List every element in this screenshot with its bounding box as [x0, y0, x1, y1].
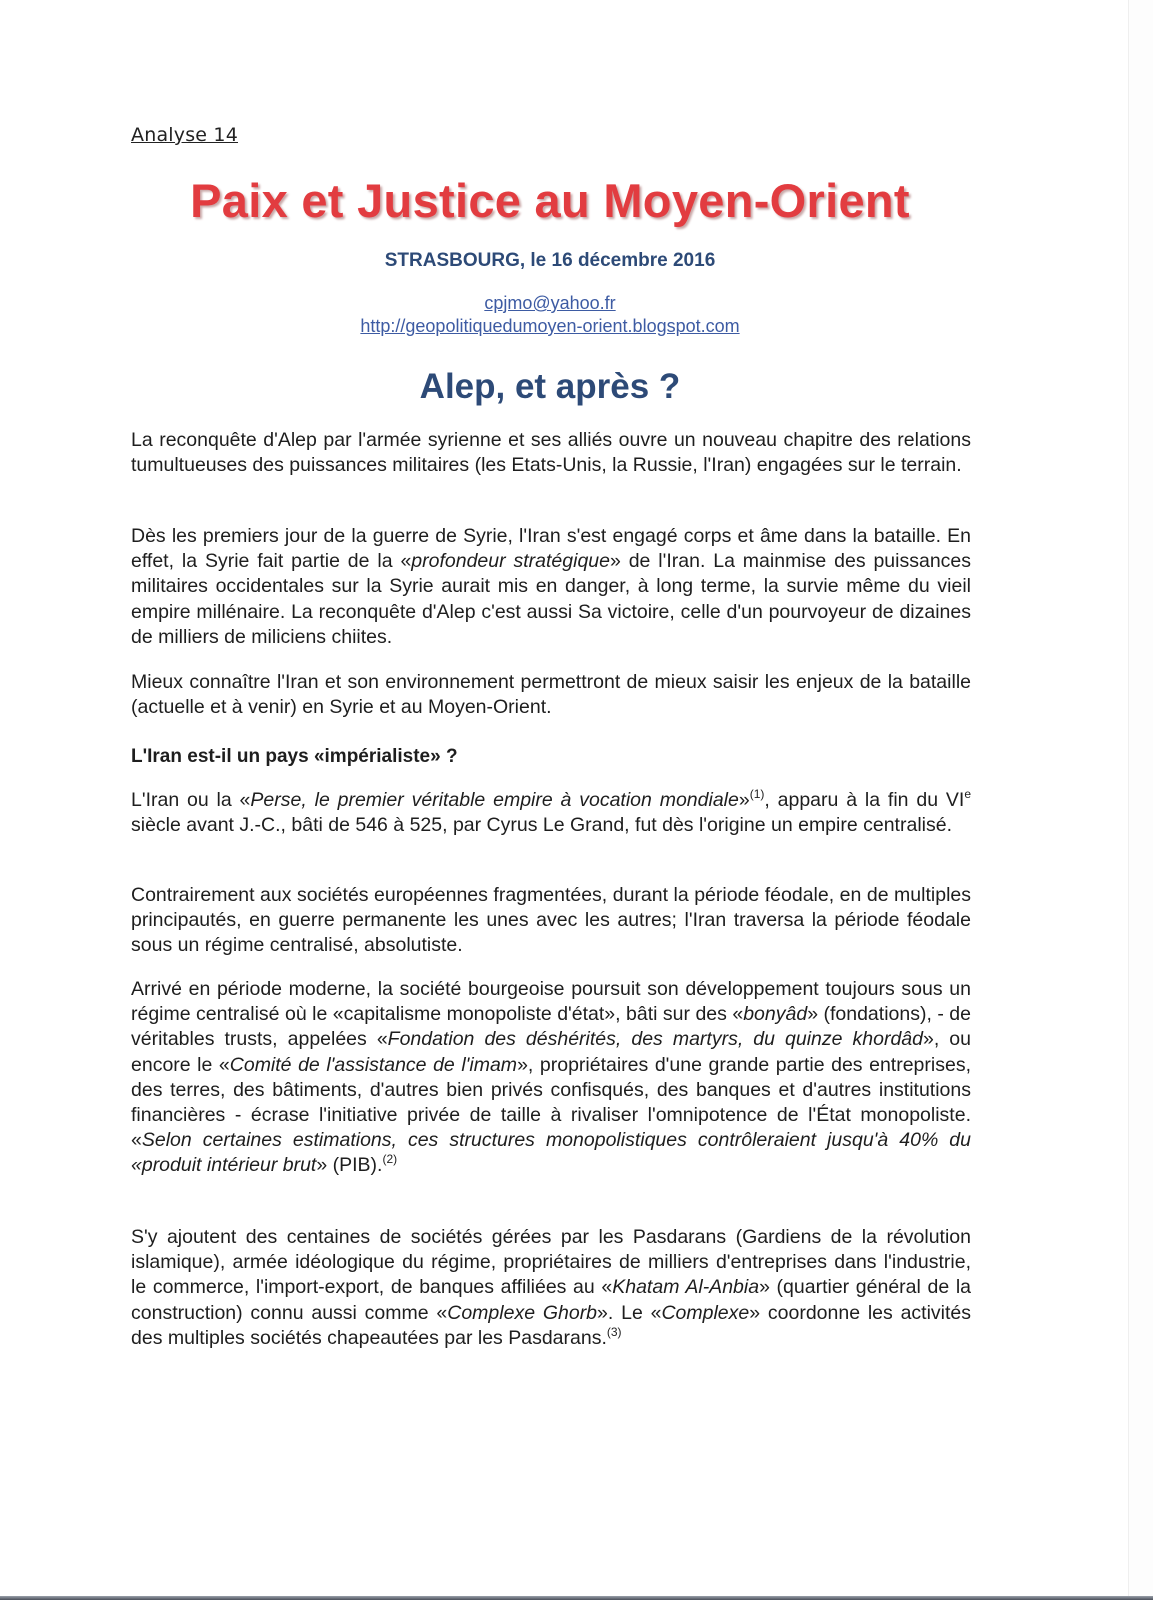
paragraph-1 [131, 428, 971, 478]
text-run: » (PIB). [316, 1154, 383, 1177]
paragraph-5 [131, 883, 971, 959]
text-run: L'Iran ou la « [131, 789, 251, 811]
section-subheading: L'Iran est-il un pays «impérialiste» ? [131, 746, 458, 767]
text-run: Contrairement aux sociétés européennes fragmentées, durant la période féodale, en de multiples principautés, en guerre permanente les unes avec les autres; l'Iran traversa la période féodale sous un régime centralisé, absolutiste. [131, 884, 971, 957]
footnote-ref: e [964, 787, 971, 801]
dateline: STRASBOURG, le 16 décembre 2016 [384, 250, 716, 271]
article-headline: Alep, et après ? [419, 367, 681, 406]
document-title: Paix et Justice au Moyen-Orient [190, 174, 910, 227]
italic-text: Complexe [661, 1301, 750, 1324]
text-run: » [738, 789, 750, 811]
italic-text: Comité de l'assistance de l'imam [229, 1053, 518, 1076]
italic-text: Fondation des déshérités, des martyrs, du quinze khordâd [387, 1028, 923, 1051]
italic-text: Complexe Ghorb [447, 1301, 598, 1324]
blog-url-link[interactable]: http://geopolitiquedumoyen-orient.blogspot.com [360, 316, 740, 336]
text-run: Arrivé en période moderne, la société bourgeoise poursuit son développement toujours sous un régime centralisé où le «capitalisme monopoliste d'état», bâti sur des « [131, 978, 971, 1026]
italic-text: bonyâd [743, 1003, 808, 1026]
text-run: », ou encore le « [131, 1028, 971, 1076]
scan-page-edge [1128, 0, 1153, 1596]
italic-text: Selon certaines estimations, ces structures monopolistiques contrôleraient jusqu'à 40% du «produit intérieur brut [131, 1129, 971, 1177]
text-run: ». Le « [597, 1301, 662, 1324]
text-run: Mieux connaître l'Iran et son environnement permettront de mieux saisir les enjeux de la bataille (actuelle et à venir) en Syrie et au Moyen-Orient. [131, 671, 971, 719]
scan-bottom-edge [0, 1596, 1153, 1600]
paragraph-2 [131, 524, 971, 650]
paragraph-4 [131, 788, 971, 838]
italic-text: Khatam Al-Anbia [612, 1276, 760, 1299]
paragraph-6 [131, 977, 971, 1179]
text-run: » (quartier général de la construction) connu aussi comme « [131, 1276, 971, 1324]
text-run: » de l'Iran. La mainmise des puissances militaires occidentales sur la Syrie aurait mis en danger, à long terme, la survie même du vieil empire millénaire. La reconquête d'Alep c'est aussi Sa victoire, celle d'un pourvoyeur de dizaines de milliers de miliciens chiites. [131, 550, 972, 648]
text-run: La reconquête d'Alep par l'armée syrienne et ses alliés ouvre un nouveau chapitre des relations tumultueuses des puissances militaires (les Etats-Unis, la Russie, l'Iran) engagées sur le terrain. [131, 429, 971, 477]
text-run: » (fondations), - de véritables trusts, appelées « [131, 1003, 971, 1051]
paragraph-3 [131, 670, 971, 720]
email-link[interactable]: cpjmo@yahoo.fr [484, 293, 616, 313]
paragraph-7 [131, 1225, 971, 1351]
series-label: Analyse 14 [131, 124, 239, 146]
text-run: , apparu à la fin du VI [764, 789, 965, 811]
footnote-ref: (1) [749, 787, 765, 801]
text-run: » coordonne les activités des multiples sociétés chapeautées par les Pasdarans. [131, 1301, 972, 1349]
footnote-ref: (3) [606, 1324, 622, 1339]
text-run: siècle avant J.-C., bâti de 546 à 525, par Cyrus Le Grand, fut dès l'origine un empire centralisé. [131, 814, 952, 837]
italic-text: profondeur stratégique [411, 550, 610, 573]
text-run: S'y ajoutent des centaines de sociétés gérées par les Pasdarans (Gardiens de la révolution islamique), armée idéologique du régime, propriétaires de milliers d'entreprises dans l'industrie, le commerce, l'import-export, de banques affiliées au « [131, 1226, 971, 1299]
footnote-ref: (2) [382, 1152, 398, 1167]
text-run: Dès les premiers jour de la guerre de Syrie, l'Iran s'est engagé corps et âme dans la bataille. En effet, la Syrie fait partie de la « [131, 525, 971, 573]
text-run: », propriétaires d'une grande partie des entreprises, des terres, des bâtiments, d'autres bien privés confisqués, des banques et d'autres institutions financières - écrase l'initiative privée de taille à rivaliser l'omnipotence de l'État monopoliste. « [131, 1053, 971, 1152]
italic-text: Perse, le premier véritable empire à vocation mondiale [250, 789, 739, 811]
